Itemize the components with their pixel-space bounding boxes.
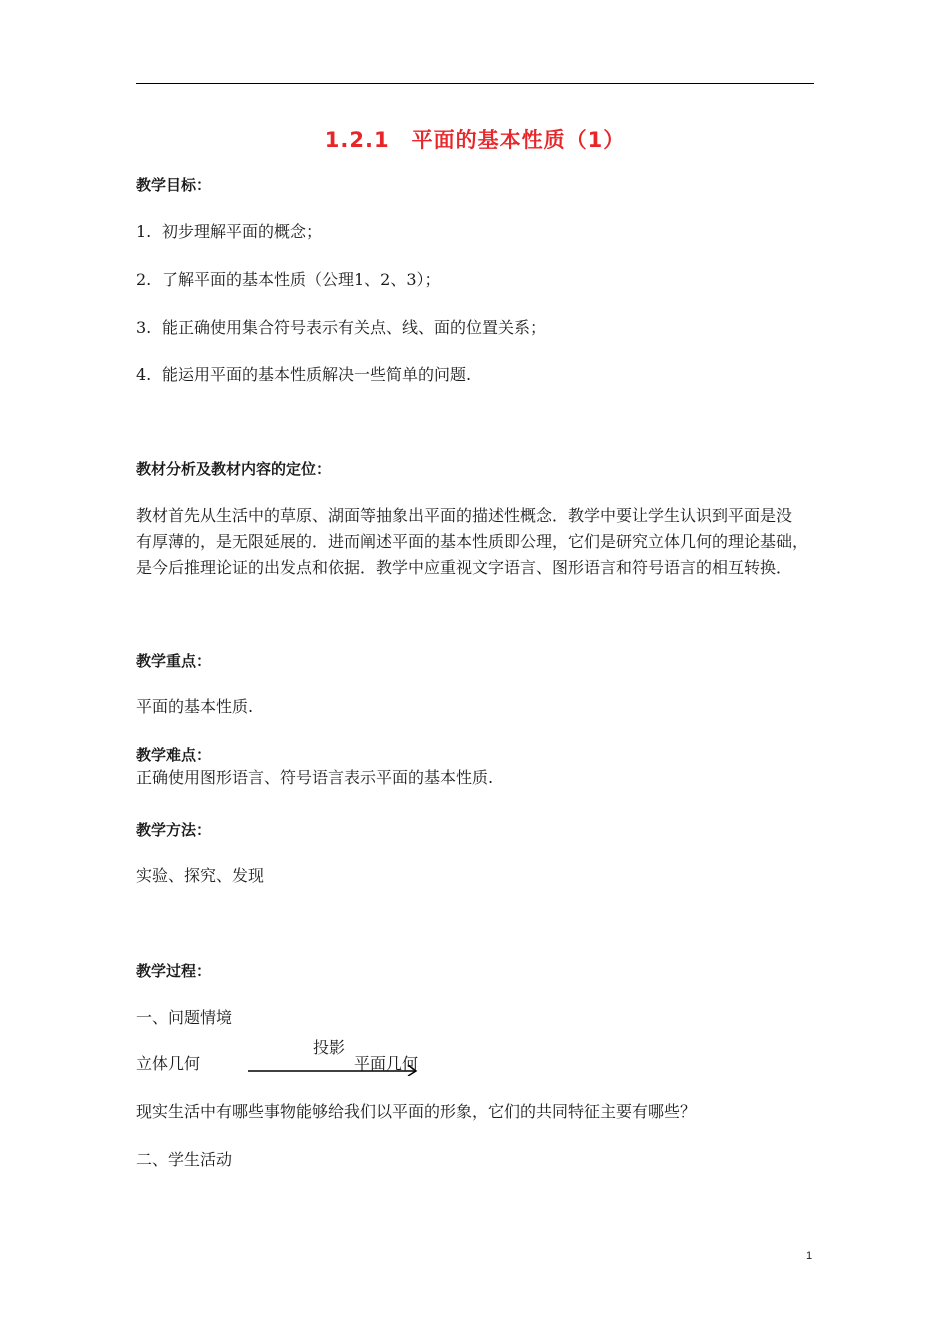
analysis-line: 有厚薄的，是无限延展的．进而阐述平面的基本性质即公理，它们是研究立体几何的理论基础，: [136, 532, 809, 551]
objective-number: 4.: [136, 365, 152, 384]
page-title: 1.2.1 平面的基本性质（1）: [324, 128, 626, 152]
objective-number: 3.: [136, 318, 152, 337]
process-heading: 教学过程：: [136, 962, 212, 980]
objective-text: 初步理解平面的概念；: [162, 222, 323, 241]
analysis-paragraph: [136, 503, 816, 581]
method-heading: 教学方法：: [136, 821, 212, 839]
objectives-heading: 教学目标：: [136, 176, 212, 194]
objective-text: 能运用平面的基本性质解决一些简单的问题.: [162, 365, 472, 384]
analysis-heading: 教材分析及教材内容的定位：: [136, 460, 332, 478]
objective-item-1: [136, 222, 322, 242]
projection-label: 投影: [313, 1038, 346, 1057]
solid-geometry-label: 立体几何: [136, 1054, 201, 1073]
analysis-line: 是今后推理论证的出发点和依据．教学中应重视文字语言、图形语言和符号语言的相互转换．: [136, 558, 793, 577]
section-student-activity: 二、学生活动: [136, 1150, 233, 1169]
objective-item-4: [136, 365, 471, 385]
objective-item-2: [136, 270, 441, 290]
analysis-line: 教材首先从生活中的草原、湖面等抽象出平面的描述性概念．教学中要让学生认识到平面是没: [136, 506, 793, 525]
question-text: 现实生活中有哪些事物能够给我们以平面的形象，它们的共同特征主要有哪些？: [136, 1102, 697, 1121]
header-rule: [136, 83, 814, 84]
objective-text: 了解平面的基本性质（公理1、2、3）；: [162, 270, 441, 289]
plane-geometry-label: 平面几何: [354, 1054, 419, 1073]
objective-number: 2.: [136, 270, 152, 289]
page-number: 1: [806, 1250, 813, 1262]
section-problem-situation: 一、问题情境: [136, 1008, 233, 1027]
key-point-heading: 教学重点：: [136, 652, 212, 670]
method-text: 实验、探究、发现: [136, 866, 265, 885]
difficulty-text: 正确使用图形语言、符号语言表示平面的基本性质.: [136, 768, 494, 787]
key-point-text: 平面的基本性质.: [136, 697, 254, 716]
difficulty-heading: 教学难点：: [136, 746, 212, 764]
objective-text: 能正确使用集合符号表示有关点、线、面的位置关系；: [162, 318, 547, 337]
objective-item-3: [136, 318, 546, 338]
objective-number: 1.: [136, 222, 152, 241]
